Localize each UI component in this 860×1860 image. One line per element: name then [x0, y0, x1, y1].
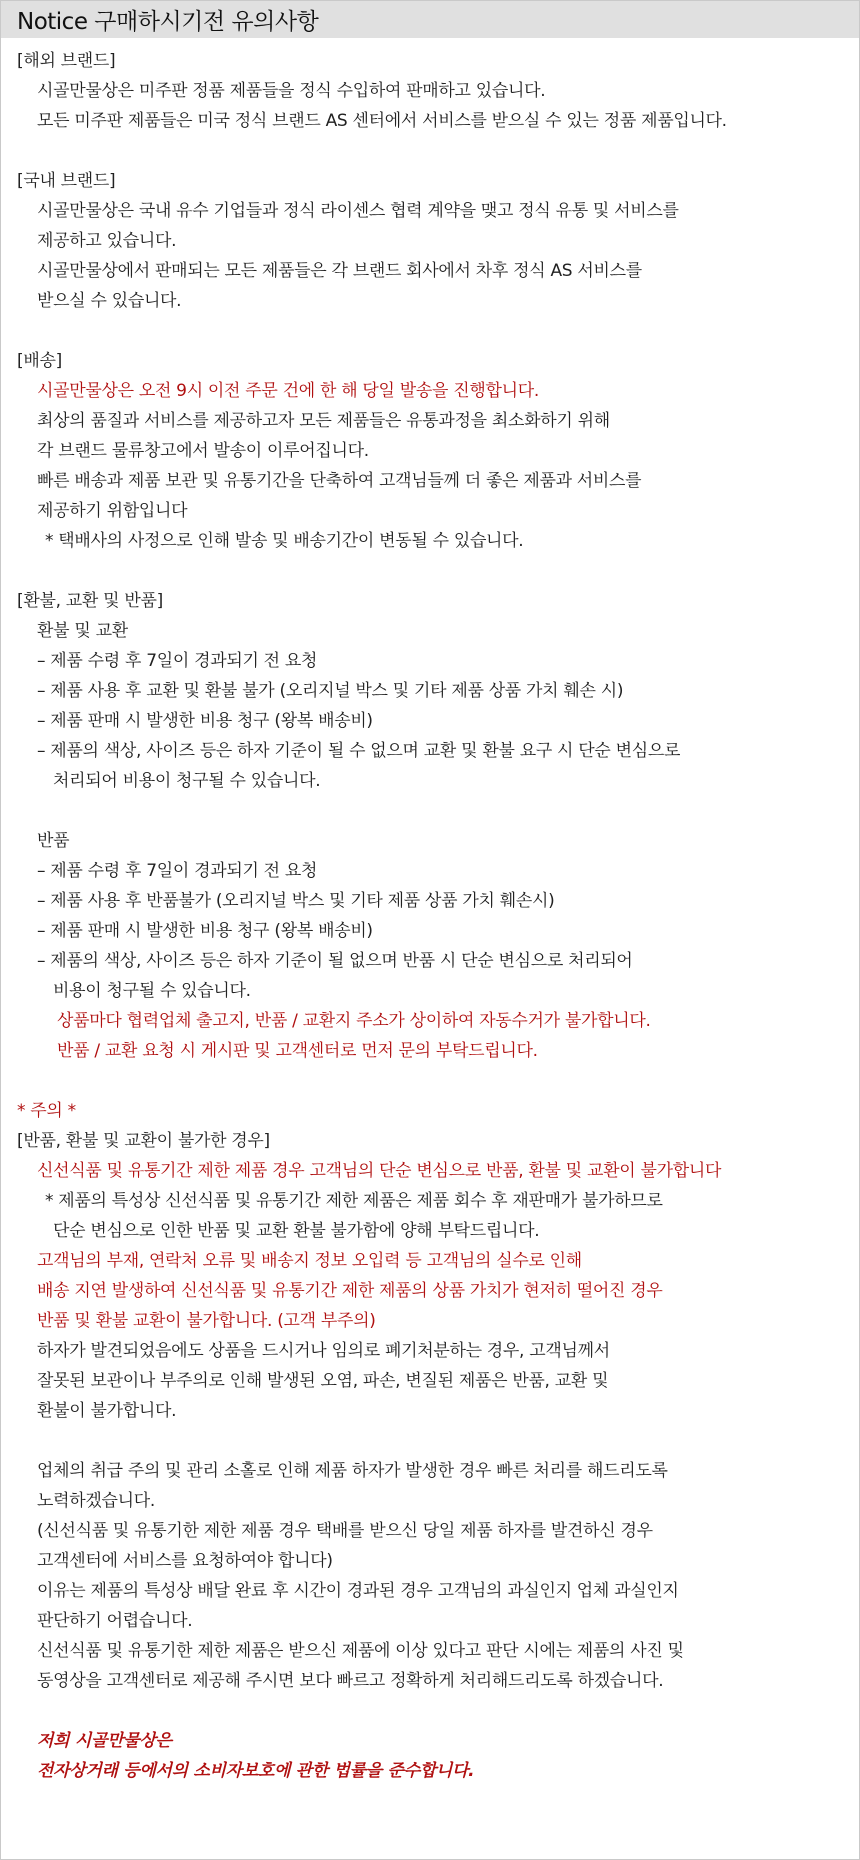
notice-line: 신선식품 및 유통기한 제한 제품은 받으신 제품에 이상 있다고 판단 시에는 제품의 사진 및 [37, 1641, 684, 1661]
notice-line: * 제품의 특성상 신선식품 및 유통기간 제한 제품은 제품 회수 후 재판매가 불가하므로 [45, 1191, 663, 1211]
notice-line: 고객님의 부재, 연락처 오류 및 배송지 정보 오입력 등 고객님의 실수로 인해 [37, 1251, 582, 1271]
notice-section [1, 586, 859, 796]
notice-line: 처리되어 비용이 청구될 수 있습니다. [53, 771, 321, 791]
notice-line: – 제품의 색상, 사이즈 등은 하자 기준이 될 수 없으며 교환 및 환불 요구 시 단순 변심으로 [37, 741, 681, 761]
notice-line: 시골만물상은 오전 9시 이전 주문 건에 한 해 당일 발송을 진행합니다. [37, 381, 539, 401]
notice-header [1, 1, 859, 38]
notice-section [1, 1456, 859, 1696]
notice-line: – 제품 판매 시 발생한 비용 청구 (왕복 배송비) [37, 921, 373, 941]
notice-line: 업체의 취급 주의 및 관리 소홀로 인해 제품 하자가 발생한 경우 빠른 처리를 해드리도록 [37, 1461, 668, 1481]
notice-line: 각 브랜드 물류창고에서 발송이 이루어집니다. [37, 441, 369, 461]
section-heading: [환불, 교환 및 반품] [17, 591, 163, 611]
notice-section [1, 46, 859, 136]
section-spacer [1, 796, 859, 826]
section-spacer [1, 136, 859, 166]
section-spacer [1, 1426, 859, 1456]
notice-line: 제공하기 위함입니다 [37, 501, 188, 521]
notice-line: 반품 및 환불 교환이 불가합니다. (고객 부주의) [37, 1311, 376, 1331]
notice-line: 시골만물상은 미주판 정품 제품들을 정식 수입하여 판매하고 있습니다. [37, 81, 546, 101]
notice-line: [반품, 환불 및 교환이 불가한 경우] [17, 1131, 270, 1151]
notice-line: – 제품 판매 시 발생한 비용 청구 (왕복 배송비) [37, 711, 373, 731]
notice-line: 동영상을 고객센터로 제공해 주시면 보다 빠르고 정확하게 처리해드리도록 하겠습니다. [37, 1671, 664, 1691]
notice-line: 배송 지연 발생하여 신선식품 및 유통기간 제한 제품의 상품 가치가 현저히 떨어진 경우 [37, 1281, 663, 1301]
notice-line: – 제품 사용 후 반품불가 (오리지널 박스 및 기타 제품 상품 가치 훼손시) [37, 891, 555, 911]
notice-line: 비용이 청구될 수 있습니다. [53, 981, 251, 1001]
notice-line: * 택배사의 사정으로 인해 발송 및 배송기간이 변동될 수 있습니다. [45, 531, 524, 551]
notice-line: 모든 미주판 제품들은 미국 정식 브랜드 AS 센터에서 서비스를 받으실 수 있는 정품 제품입니다. [37, 111, 727, 131]
section-heading: [해외 브랜드] [17, 51, 116, 71]
notice-line: 전자상거래 등에서의 소비자보호에 관한 법률을 준수합니다. [37, 1761, 475, 1781]
notice-line: 최상의 품질과 서비스를 제공하고자 모든 제품들은 유통과정을 최소화하기 위해 [37, 411, 610, 431]
notice-section [1, 166, 859, 316]
notice-line: 하자가 발견되었음에도 상품을 드시거나 임의로 폐기처분하는 경우, 고객님께서 [37, 1341, 610, 1361]
notice-line: – 제품 수령 후 7일이 경과되기 전 요청 [37, 861, 318, 881]
section-spacer [1, 1696, 859, 1726]
notice-line: 판단하기 어렵습니다. [37, 1611, 193, 1631]
notice-line: (신선식품 및 유통기한 제한 제품 경우 택배를 받으신 당일 제품 하자를 발견하신 경우 [37, 1521, 653, 1541]
notice-line: 시골만물상은 국내 유수 기업들과 정식 라이센스 협력 계약을 맺고 정식 유통 및 서비스를 [37, 201, 679, 221]
notice-line: 이유는 제품의 특성상 배달 완료 후 시간이 경과된 경우 고객님의 과실인지 업체 과실인지 [37, 1581, 679, 1601]
notice-line: 받으실 수 있습니다. [37, 291, 182, 311]
section-spacer [1, 556, 859, 586]
notice-line: 잘못된 보관이나 부주의로 인해 발생된 오염, 파손, 변질된 제품은 반품, 교환 및 [37, 1371, 609, 1391]
notice-line: 노력하겠습니다. [37, 1491, 155, 1511]
notice-line: 신선식품 및 유통기간 제한 제품 경우 고객님의 단순 변심으로 반품, 환불 및 교환이 불가합니다 [37, 1161, 722, 1181]
notice-line: 반품 [37, 831, 70, 851]
notice-section [1, 1096, 859, 1426]
notice-line: 환불 및 교환 [37, 621, 128, 641]
notice-body [1, 38, 859, 1786]
notice-section [1, 346, 859, 556]
notice-line: – 제품 사용 후 교환 및 환불 불가 (오리지널 박스 및 기타 제품 상품 가치 훼손 시) [37, 681, 624, 701]
section-spacer [1, 316, 859, 346]
section-heading: [배송] [17, 351, 62, 371]
notice-line: 저희 시골만물상은 [37, 1731, 172, 1751]
section-spacer [1, 1066, 859, 1096]
notice-section [1, 826, 859, 1066]
notice-line: 단순 변심으로 인한 반품 및 교환 환불 불가함에 양해 부탁드립니다. [53, 1221, 540, 1241]
notice-section [1, 1726, 859, 1786]
notice-line: 제공하고 있습니다. [37, 231, 177, 251]
notice-line: – 제품의 색상, 사이즈 등은 하자 기준이 될 없으며 반품 시 단순 변심으로 처리되어 [37, 951, 633, 971]
notice-line: 고객센터에 서비스를 요청하여야 합니다) [37, 1551, 333, 1571]
notice-line: 빠른 배송과 제품 보관 및 유통기간을 단축하여 고객님들께 더 좋은 제품과 서비스를 [37, 471, 642, 491]
notice-line: – 제품 수령 후 7일이 경과되기 전 요청 [37, 651, 318, 671]
notice-line: 반품 / 교환 요청 시 게시판 및 고객센터로 먼저 문의 부탁드립니다. [57, 1041, 538, 1061]
notice-line: 시골만물상에서 판매되는 모든 제품들은 각 브랜드 회사에서 차후 정식 AS 서비스를 [37, 261, 642, 281]
notice-line: 환불이 불가합니다. [37, 1401, 177, 1421]
section-heading: * 주의 * [17, 1101, 76, 1121]
notice-line: 상품마다 협력업체 출고지, 반품 / 교환지 주소가 상이하여 자동수거가 불가합니다. [57, 1011, 651, 1031]
notice-title: Notice 구매하시기전 유의사항 [17, 9, 319, 35]
section-heading: [국내 브랜드] [17, 171, 116, 191]
